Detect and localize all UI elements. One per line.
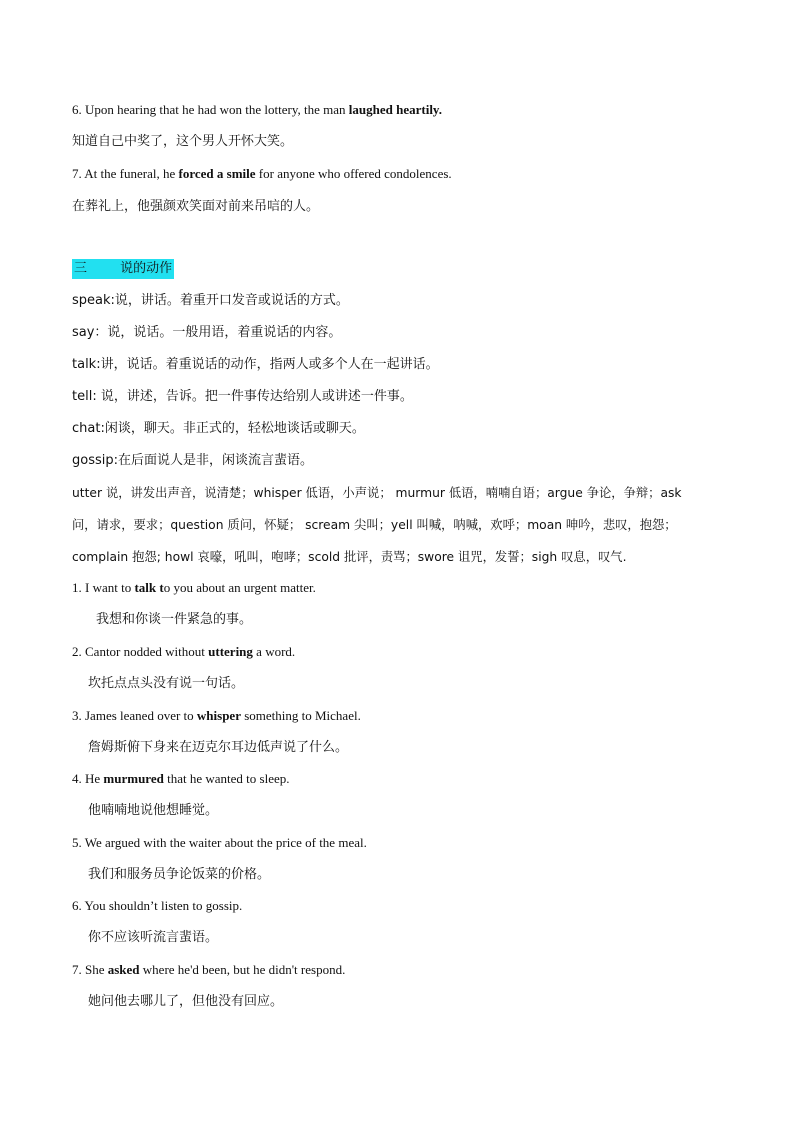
bold-keyword: whisper <box>196 708 241 723</box>
example-1-chinese: 我想和你谈一件紧急的事。 <box>96 612 253 627</box>
definition-tell: tell: 说，讲述，告诉。把一件事传达给别人或讲述一件事。 <box>72 389 413 404</box>
word-list-line-1: utter 说，讲发出声音，说清楚；whisper 低语，小声说； murmur 低语，喃喃自语；argue 争论，争辩；ask <box>72 486 682 500</box>
text-run: where he'd been, but he didn't respond. <box>139 962 346 977</box>
text-run: that he wanted to sleep. <box>163 771 290 786</box>
example-7-asked-chinese: 她问他去哪儿了，但他没有回应。 <box>88 994 284 1009</box>
example-4-english <box>72 769 732 789</box>
example-5-chinese: 我们和服务员争论饭菜的价格。 <box>88 867 271 882</box>
text-run: 3. James leaned over to <box>72 708 197 723</box>
example-3-english <box>72 706 732 726</box>
bold-keyword: uttering <box>208 644 253 659</box>
example-1-english <box>72 578 732 598</box>
example-6-chinese: 知道自己中奖了，这个男人开怀大笑。 <box>72 134 294 149</box>
text-run: 2. Cantor nodded without <box>72 644 209 659</box>
word-list-line-3: complain 抱怨; howl 哀嚎，吼叫，咆哮；scold 批评，责骂；swore 诅咒，发誓；sigh 叹息，叹气. <box>72 550 627 564</box>
example-7-asked-english <box>72 960 732 980</box>
section-number: 三 <box>74 261 88 276</box>
example-6-gossip-chinese: 你不应该听流言蜚语。 <box>88 930 219 945</box>
definition-talk: talk:讲，说话。着重说话的动作，指两人或多个人在一起讲话。 <box>72 357 439 372</box>
text-run: 5. We argued with the waiter about the price of the meal. <box>72 835 367 850</box>
bold-keyword: forced a smile <box>178 166 256 181</box>
definition-gossip: gossip:在后面说人是非，闲谈流言蜚语。 <box>72 453 313 468</box>
example-5-english <box>72 833 732 853</box>
definition-say: say：说，说话。一般用语，着重说话的内容。 <box>72 325 342 340</box>
example-2-english <box>72 642 732 662</box>
text-run: a word. <box>252 644 296 659</box>
section-title: 说的动作 <box>120 261 173 276</box>
bold-keyword: murmured <box>103 771 164 786</box>
bold-keyword: laughed heartily. <box>348 102 442 117</box>
text-run: 6. You shouldn’t listen to gossip. <box>72 898 243 913</box>
text-run: 4. He <box>72 771 104 786</box>
definition-speak: speak:说，讲话。着重开口发音或说话的方式。 <box>72 293 349 308</box>
example-7-english <box>72 164 732 184</box>
example-4-chinese: 他喃喃地说他想睡觉。 <box>88 803 219 818</box>
word-list-line-2: 问，请求，要求；question 质问，怀疑； scream 尖叫；yell 叫喊，呐喊，欢呼；moan 呻吟，悲叹，抱怨； <box>72 518 677 532</box>
definition-chat: chat:闲谈，聊天。非正式的，轻松地谈话或聊天。 <box>72 421 365 436</box>
bold-keyword: asked <box>107 962 140 977</box>
text-run: something to Michael. <box>240 708 361 723</box>
example-6-gossip-english <box>72 896 732 916</box>
example-3-chinese: 詹姆斯俯下身来在迈克尔耳边低声说了什么。 <box>88 740 349 755</box>
text-run: 1. I want to <box>72 580 135 595</box>
text-run: 7. She <box>72 962 108 977</box>
example-7-chinese: 在葬礼上，他强颜欢笑面对前来吊唁的人。 <box>72 199 320 214</box>
text-run: o you about an urgent matter. <box>163 580 316 595</box>
text-run: 7. At the funeral, he <box>72 166 179 181</box>
section-heading <box>72 259 174 279</box>
example-2-chinese: 坎托点点头没有说一句话。 <box>88 676 245 691</box>
example-6-english <box>72 100 732 120</box>
text-run: 6. Upon hearing that he had won the lottery, the man <box>72 102 349 117</box>
text-run: for anyone who offered condolences. <box>255 166 452 181</box>
bold-keyword: talk t <box>134 580 164 595</box>
